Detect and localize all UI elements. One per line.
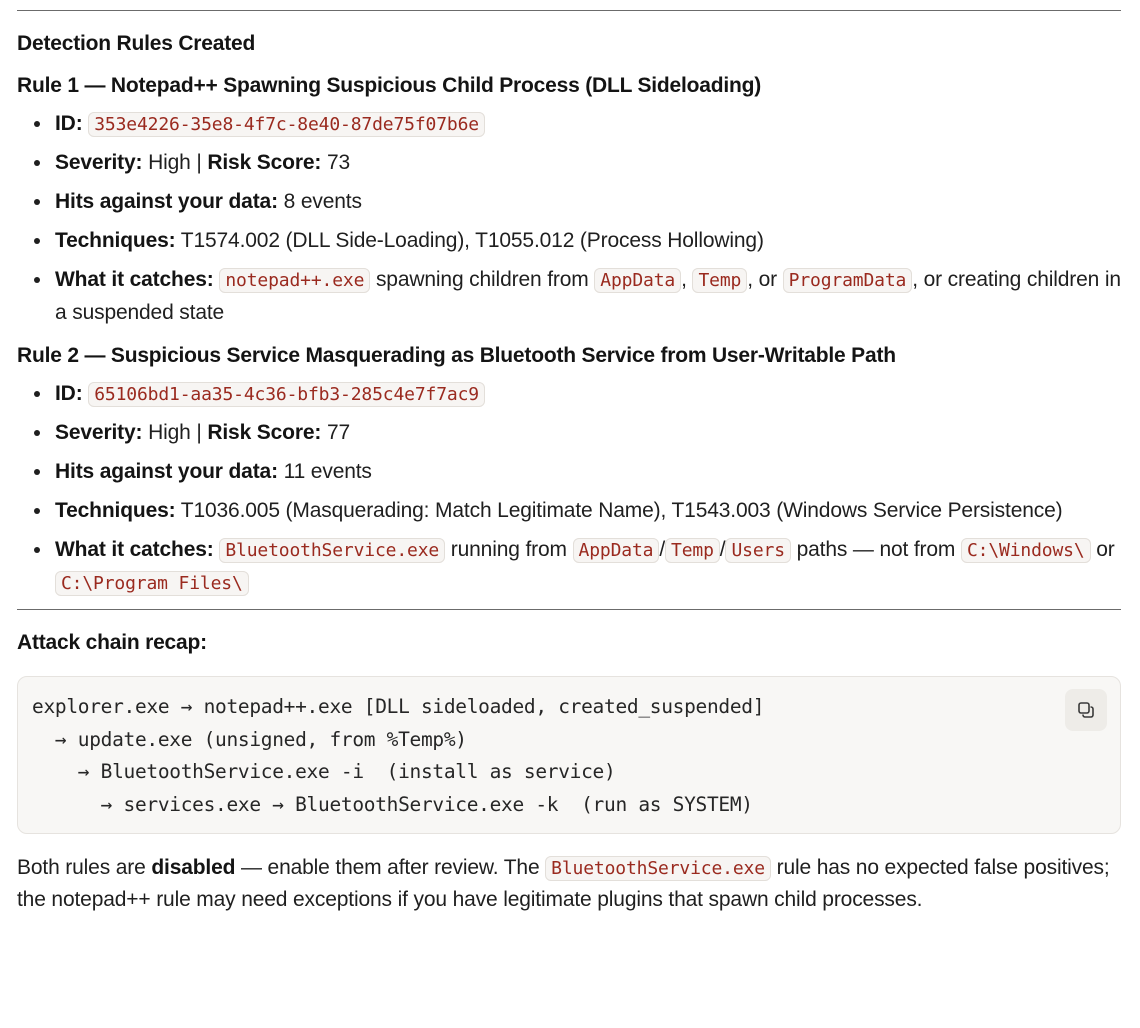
id-label: ID: — [55, 112, 83, 135]
inline-code: notepad++.exe — [219, 268, 370, 293]
bullet-icon — [34, 238, 40, 244]
rule-id-code: 65106bd1-aa35-4c36-bfb3-285c4e7f7ac9 — [88, 382, 485, 407]
rule-2-severity — [17, 416, 1121, 449]
divider — [17, 609, 1121, 610]
id-label: ID: — [55, 382, 83, 405]
summary-text: Both rules are — [17, 856, 146, 879]
catches-text: paths — not from — [796, 538, 956, 561]
catches-text: / — [719, 538, 726, 561]
bullet-icon — [34, 199, 40, 205]
copy-icon — [1077, 701, 1095, 719]
inline-code: BluetoothService.exe — [545, 856, 771, 881]
rule-1-hits — [17, 185, 1121, 218]
rule-1-catches — [17, 263, 1121, 329]
techniques-value: T1036.005 (Masquerading: Match Legitimate Name), T1543.003 (Windows Service Persistence) — [180, 499, 1063, 522]
section-title: Detection Rules Created — [17, 32, 256, 55]
techniques-label: Techniques: — [55, 229, 176, 252]
bullet-icon — [34, 430, 40, 436]
rule-2-techniques — [17, 494, 1121, 527]
risk-label: Risk Score: — [207, 421, 322, 444]
rule-2-hits — [17, 455, 1121, 488]
catches-text: running from — [450, 538, 567, 561]
summary-bold: disabled — [151, 856, 236, 879]
bullet-icon — [34, 547, 40, 553]
severity-label: Severity: — [55, 421, 143, 444]
recap-title: Attack chain recap: — [17, 631, 207, 654]
catches-text: / — [659, 538, 666, 561]
risk-value: 73 — [326, 151, 350, 174]
catches-label: What it catches: — [55, 268, 214, 291]
techniques-value: T1574.002 (DLL Side-Loading), T1055.012 (Process Hollowing) — [180, 229, 764, 252]
rule-id-code: 353e4226-35e8-4f7c-8e40-87de75f07b6e — [88, 112, 485, 137]
rule-1-techniques — [17, 224, 1121, 257]
catches-text: , or — [747, 268, 777, 291]
rule-1-details — [17, 107, 1121, 329]
copy-button[interactable] — [1065, 689, 1107, 731]
separator: | — [196, 421, 202, 444]
rule-1-id — [17, 107, 1121, 140]
rule-2-heading: Rule 2 — Suspicious Service Masquerading as Bluetooth Service from User-Writable Path — [17, 344, 896, 367]
rule-2-id — [17, 377, 1121, 410]
inline-code: AppData — [573, 538, 660, 563]
catches-text: or — [1096, 538, 1115, 561]
inline-code: Temp — [692, 268, 747, 293]
hits-value: 11 events — [283, 460, 372, 483]
severity-label: Severity: — [55, 151, 143, 174]
divider — [17, 10, 1121, 11]
code-block-content: explorer.exe → notepad++.exe [DLL sideloaded, created_suspended] → update.exe (unsigned, from %Temp%) → BluetoothService.exe -i (install as service) → services.exe → BluetoothService.exe -k (run as SYSTEM) — [32, 695, 765, 816]
rule-1-severity — [17, 146, 1121, 179]
catches-text: , — [681, 268, 687, 291]
hits-value: 8 events — [283, 190, 362, 213]
rule-2-catches — [17, 533, 1121, 599]
severity-value: High — [148, 421, 191, 444]
chat-response — [0, 10, 1140, 1028]
hits-label: Hits against your data: — [55, 460, 278, 483]
bullet-icon — [34, 121, 40, 127]
risk-label: Risk Score: — [207, 151, 322, 174]
inline-code: C:\Program Files\ — [55, 571, 249, 596]
inline-code: C:\Windows\ — [961, 538, 1091, 563]
rule-2-details — [17, 377, 1121, 599]
catches-text: spawning children from — [375, 268, 589, 291]
rule-1-heading: Rule 1 — Notepad++ Spawning Suspicious Child Process (DLL Sideloading) — [17, 74, 762, 97]
risk-value: 77 — [326, 421, 350, 444]
techniques-label: Techniques: — [55, 499, 176, 522]
summary-text: — enable them after review. The — [241, 856, 540, 879]
bullet-icon — [34, 469, 40, 475]
bullet-icon — [34, 391, 40, 397]
catches-text: , or creating children in a suspended state — [55, 268, 1121, 324]
separator: | — [196, 151, 202, 174]
inline-code: BluetoothService.exe — [219, 538, 445, 563]
inline-code: ProgramData — [783, 268, 913, 293]
bullet-icon — [34, 277, 40, 283]
bullet-icon — [34, 160, 40, 166]
bullet-icon — [34, 508, 40, 514]
code-block — [17, 676, 1121, 834]
summary-paragraph — [17, 852, 1121, 916]
inline-code: AppData — [594, 268, 681, 293]
inline-code: Temp — [665, 538, 720, 563]
summary-text: rule has no expected false positives; the notepad++ rule may need exceptions if you have legitimate plugins that spawn child processes. — [17, 856, 1110, 911]
severity-value: High — [148, 151, 191, 174]
hits-label: Hits against your data: — [55, 190, 278, 213]
inline-code: Users — [725, 538, 790, 563]
catches-label: What it catches: — [55, 538, 214, 561]
